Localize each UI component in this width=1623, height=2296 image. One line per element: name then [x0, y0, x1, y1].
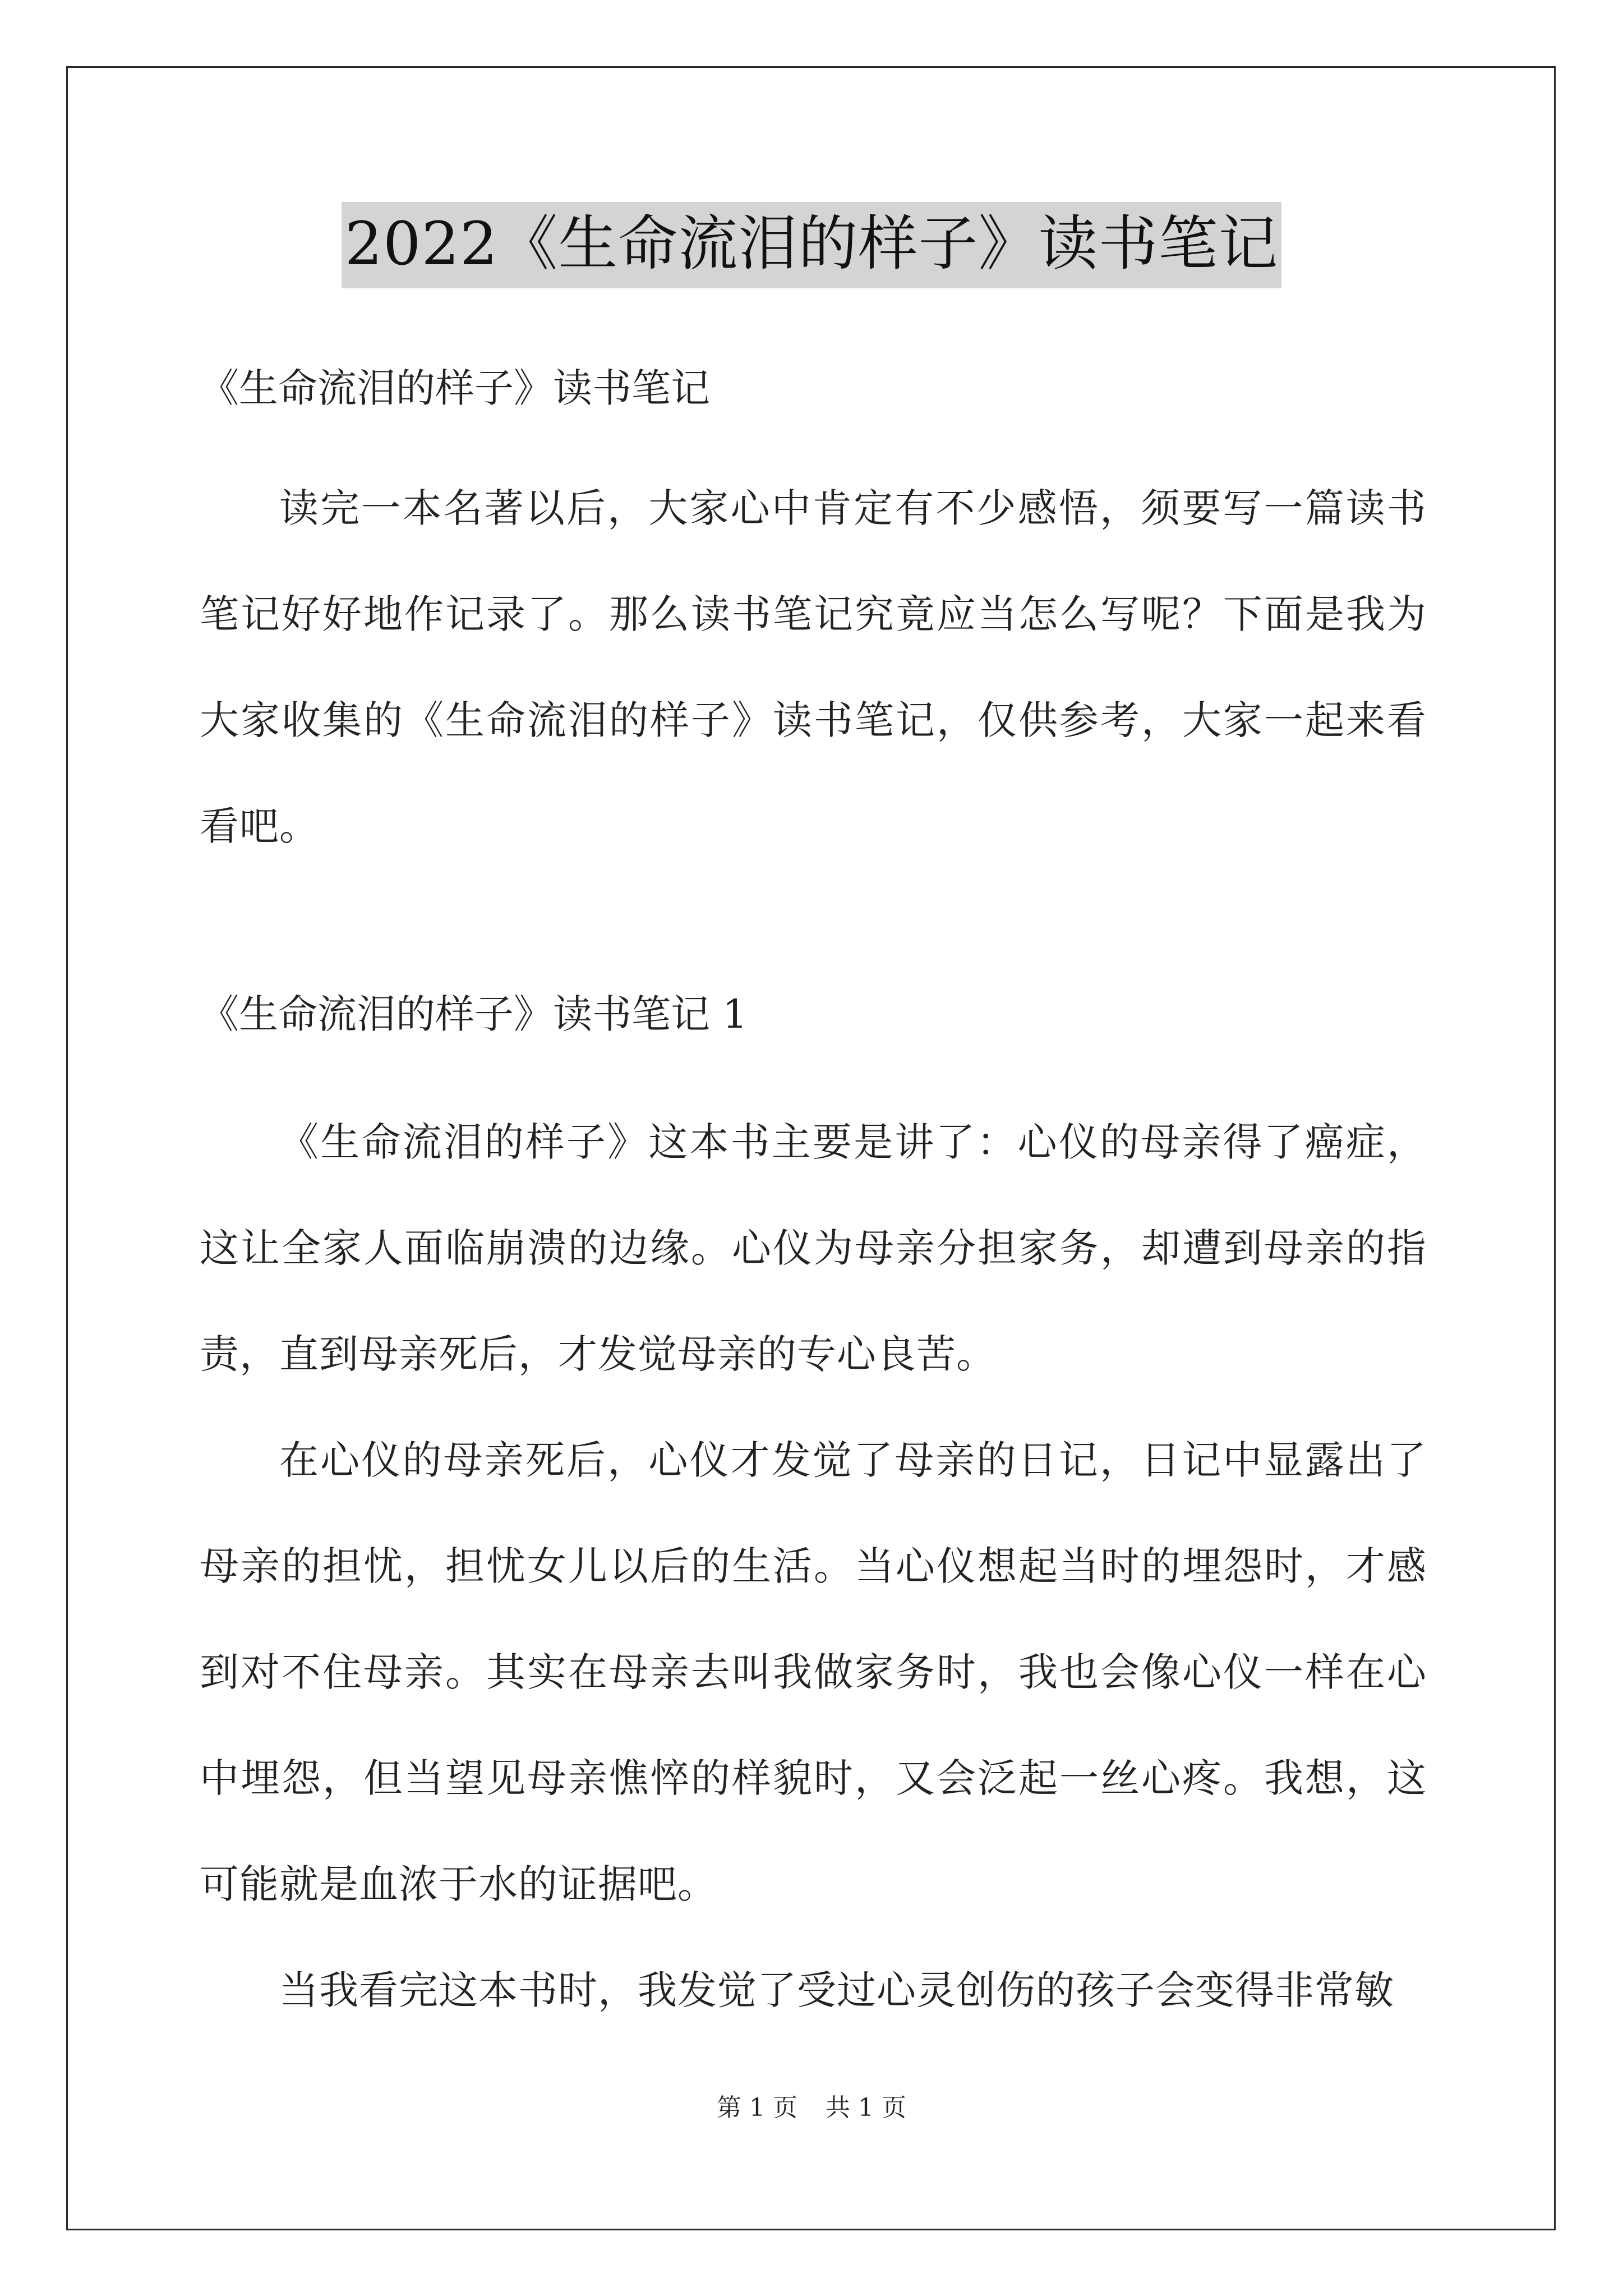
- body-paragraph: 当我看完这本书时，我发觉了受过心灵创伤的孩子会变得非常敏: [279, 1967, 1394, 2013]
- section-heading: 《生命流泪的样子》读书笔记 1: [200, 991, 748, 1037]
- intro-heading: 《生命流泪的样子》读书笔记: [200, 365, 710, 411]
- intro-paragraph: 读完一本名著以后，大家心中肯定有不少感悟，须要写一篇读书笔记好好地作记录了。那么读书笔记究竟应当怎么写呢？下面是我为大家收集的《生命流泪的样子》读书笔记，仅供参考，大家一起来看看吧。: [200, 485, 1427, 849]
- body-paragraph: 在心仪的母亲死后，心仪才发觉了母亲的日记，日记中显露出了母亲的担忧，担忧女儿以后的生活。当心仪想起当时的埋怨时，才感到对不住母亲。其实在母亲去叫我做家务时，我也会像心仪一样在心中埋怨，但当望见母亲憔悴的样貌时，又会泛起一丝心疼。我想，这可能就是血浓于水的证据吧。: [200, 1437, 1427, 1907]
- body-paragraph: 《生命流泪的样子》这本书主要是讲了：心仪的母亲得了癌症，这让全家人面临崩溃的边缘。心仪为母亲分担家务，却遭到母亲的指责，直到母亲死后，才发觉母亲的专心良苦。: [200, 1119, 1427, 1377]
- page-number: 第 1 页: [717, 2093, 797, 2122]
- document-body: [200, 348, 1427, 2044]
- page-footer: [0, 2091, 1623, 2125]
- page-total: 共 1 页: [826, 2093, 906, 2122]
- document-title: 2022《生命流泪的样子》读书笔记: [342, 202, 1282, 288]
- title-container: [0, 202, 1623, 288]
